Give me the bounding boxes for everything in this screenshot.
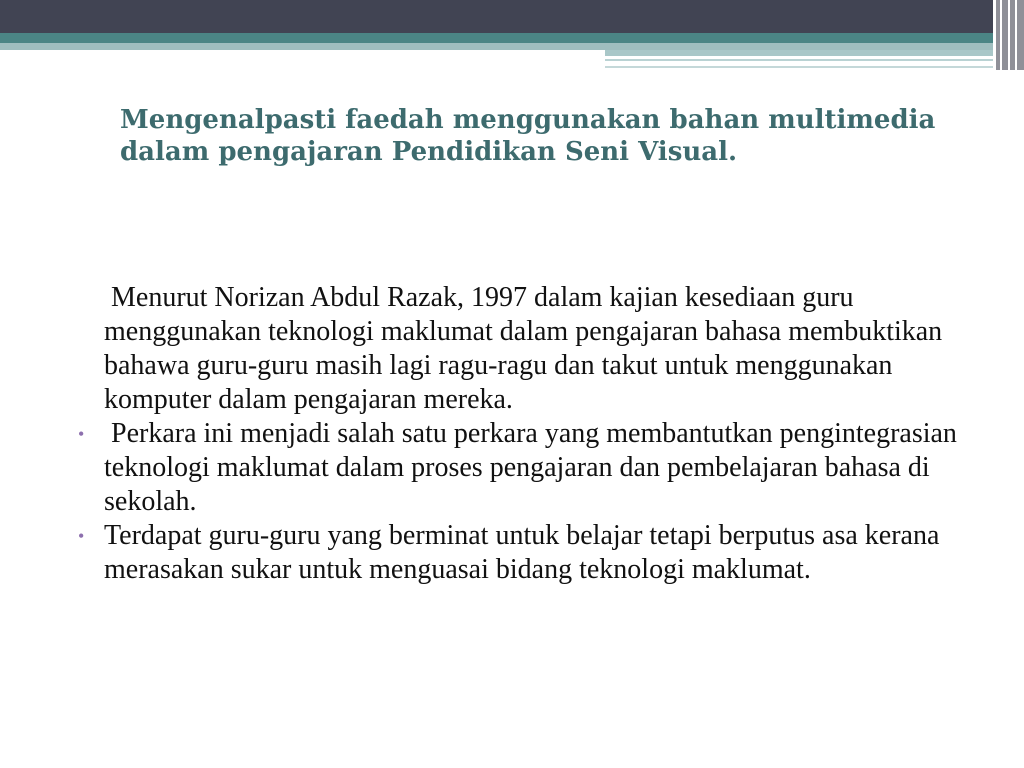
header-bar-light xyxy=(0,43,1000,50)
header-bar-dark xyxy=(0,0,1024,33)
header-line xyxy=(605,66,1000,68)
header-line xyxy=(605,59,1000,61)
bullet-item-text: Terdapat guru-guru yang berminat untuk belajar tetapi berputus asa kerana merasakan sukar untuk menguasai bidang teknologi maklumat. xyxy=(104,520,940,585)
bullet-item xyxy=(78,417,958,519)
paragraph xyxy=(78,281,958,417)
slide-title: Mengenalpasti faedah menggunakan bahan multimedia dalam pengajaran Pendidikan Seni Visual. xyxy=(120,105,936,167)
header-stripe-gap xyxy=(1000,0,1002,70)
slide-body xyxy=(78,281,958,587)
bullet-icon: • xyxy=(78,424,85,444)
bullet-item-text: Perkara ini menjadi salah satu perkara yang membantutkan pengintegrasian teknologi maklumat dalam proses pengajaran dan pembelajaran bahasa di sekolah. xyxy=(104,418,957,517)
header-stripe xyxy=(1017,0,1024,70)
header-stripe-gap xyxy=(993,0,996,70)
header-bar-teal xyxy=(0,33,1024,43)
header-stripe-gap xyxy=(1015,0,1017,70)
header-stripe-gap xyxy=(1008,0,1010,70)
paragraph-text: Menurut Norizan Abdul Razak, 1997 dalam kajian kesediaan guru menggunakan teknologi maklumat dalam pengajaran bahasa membuktikan bahawa guru-guru masih lagi ragu-ragu dan takut untuk menggunakan komputer dalam pengajaran mereka. xyxy=(104,282,943,415)
header-bar-light-short xyxy=(605,50,1000,56)
bullet-icon: • xyxy=(78,526,85,546)
bullet-icon xyxy=(78,281,104,417)
bullet-item xyxy=(78,519,958,587)
